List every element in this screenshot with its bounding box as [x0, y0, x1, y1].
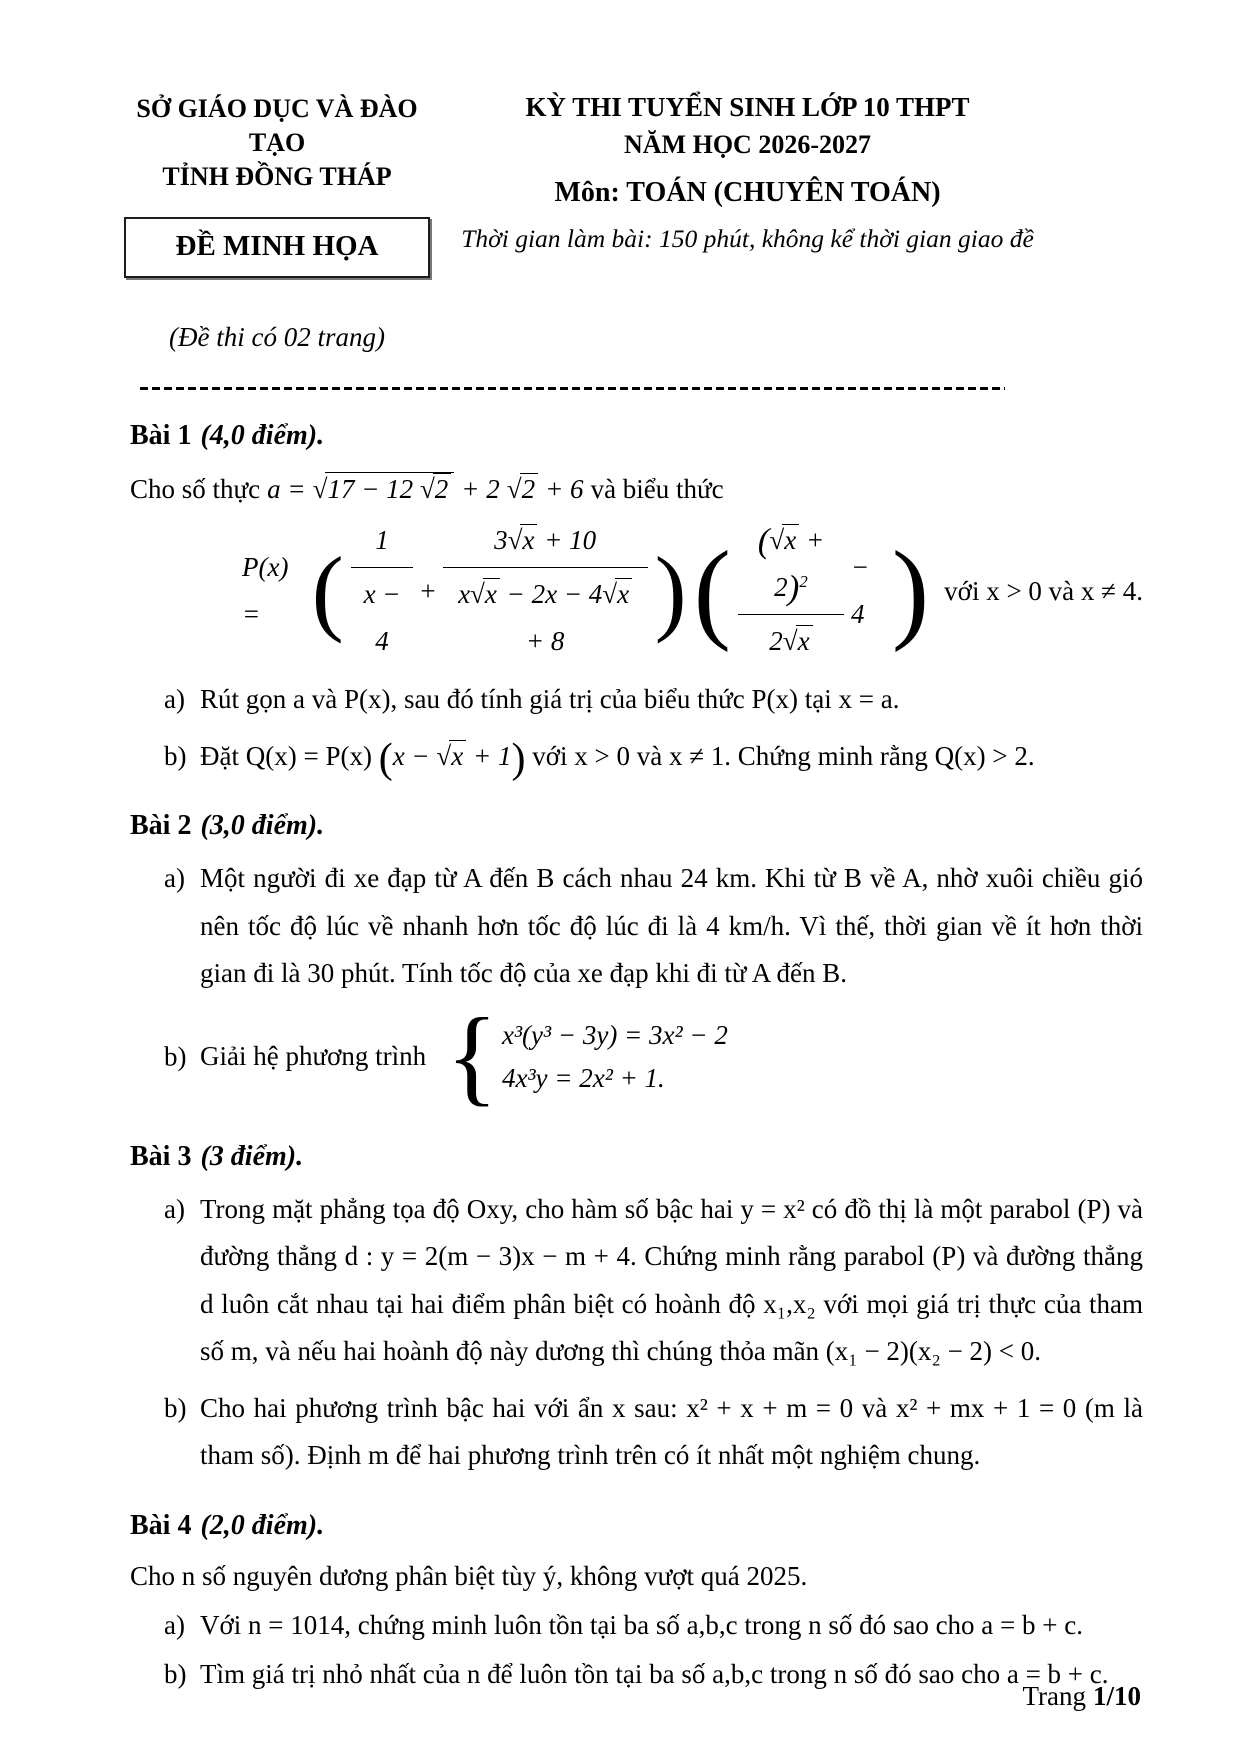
minus-four: − 4: [851, 551, 870, 630]
part-text: Rút gọn a và P(x), sau đó tính giá trị của biểu thức P(x) tại x = a.: [200, 683, 900, 714]
px-lhs: P(x) =: [242, 551, 289, 630]
problem2-part-a: [112, 855, 1143, 997]
problem1-intro: [130, 466, 1143, 513]
problem4-part-b: [112, 1651, 1143, 1698]
part-text: Tìm giá trị nhỏ nhất của n để luôn tồn tại ba số a,b,c trong n số đó sao cho a = b + c.: [200, 1659, 1109, 1690]
fraction-3: [738, 517, 844, 666]
math-a-end: + 6: [545, 473, 584, 504]
radical-qb: √x: [436, 733, 466, 780]
sqrt-symbol: √: [436, 740, 452, 771]
radicand-inner: 2: [433, 473, 452, 504]
part-label: b): [164, 1659, 187, 1690]
fraction-3-numerator: $(√x + 2)^2$: [738, 517, 844, 615]
equation-system: [446, 997, 728, 1117]
fraction-3-denominator: 2√x: [738, 614, 844, 665]
part-text: Với n = 1014, chứng minh luôn tồn tại ba số a,b,c trong n số đó sao cho a = b + c.: [200, 1610, 1083, 1641]
part-text: Cho hai phương trình bậc hai với ẩn x sau: x² + x + m = 0 và x² + mx + 1 = 0 (m là tham số). Định m để hai phương trình trên có ít nhất một nghiệm chung.: [200, 1393, 1143, 1471]
separator-dashed-line: [140, 387, 1005, 390]
part-text-pre: Giải hệ phương trình: [200, 1041, 427, 1072]
exam-title-line2: NĂM HỌC 2026-2027: [624, 130, 871, 159]
fraction-1: [351, 517, 414, 666]
sqrt-symbol: √: [470, 579, 485, 610]
problem1-part-b: [112, 733, 1143, 780]
part-text-pre: Đặt Q(x) = P(x): [200, 740, 372, 771]
problem1-points: (4,0 điểm).: [200, 420, 325, 452]
inner-post: + 1: [472, 740, 512, 771]
sqrt-symbol: √: [602, 579, 618, 610]
inner-pre: x −: [392, 740, 430, 771]
medium-left-paren: (: [378, 735, 393, 782]
problem2-heading: [130, 806, 1143, 845]
radical-f3n: √x: [769, 517, 799, 564]
problem1-part-a: [112, 676, 1143, 723]
math-a-mid: + 2: [461, 473, 500, 504]
exponent: 2: [799, 572, 808, 592]
sqrt-symbol: √: [506, 473, 522, 504]
duration-line: Thời gian làm bài: 150 phút, không kể thời gian giao đề: [461, 224, 1034, 253]
fraction-2: [443, 517, 648, 666]
problem4-part-a: [112, 1602, 1143, 1649]
exam-body: [112, 416, 1143, 1698]
radical-f2d1: √x: [470, 571, 500, 618]
problem3-heading: [130, 1137, 1143, 1176]
exam-type-box: ĐỀ MINH HỌA: [124, 217, 430, 278]
problem2-points: (3,0 điểm).: [200, 810, 325, 842]
px-formula: [242, 517, 1143, 666]
radical-f2n: √x: [508, 517, 538, 564]
intro-text-pre: Cho số thực: [130, 473, 261, 504]
equation-1: x³(y³ − 3y) = 3x² − 2: [501, 1019, 728, 1050]
px-condition: với x > 0 và x ≠ 4.: [944, 575, 1143, 606]
problem3-title: Bài 3: [130, 1141, 192, 1173]
radical-inner: [420, 473, 451, 504]
problem4-title: Bài 4: [130, 1509, 192, 1541]
problem2-part-b: [112, 997, 1143, 1117]
subject-line: Môn: TOÁN (CHUYÊN TOÁN): [554, 177, 941, 208]
math-a-lhs: a =: [267, 473, 306, 504]
equation-2: 4x³y = 2x² + 1.: [501, 1063, 665, 1094]
part-label: b): [164, 1041, 187, 1072]
radicand-2: 2: [520, 473, 539, 504]
sqrt-symbol: √: [782, 626, 798, 657]
paren: ): [787, 568, 800, 608]
page-number: 1/10: [1092, 1681, 1141, 1711]
part-label: b): [164, 1393, 187, 1424]
pages-note: (Đề thi có 02 trang): [169, 322, 385, 353]
intro-text-post: và biểu thức: [590, 473, 724, 504]
department-line1: SỞ GIÁO DỤC VÀ ĐÀO TẠO: [136, 94, 418, 157]
big-left-paren-2: (: [693, 529, 731, 654]
radical-outer: [313, 466, 455, 513]
exam-title-line1: KỲ THI TUYỂN SINH LỚP 10 THPT: [525, 92, 970, 122]
header-right-column: [442, 92, 1143, 353]
page-footer: [1022, 1681, 1141, 1712]
problem2-title: Bài 2: [130, 810, 192, 842]
medium-right-paren: ): [511, 735, 526, 782]
sqrt-symbol: √: [507, 524, 523, 555]
problem3-part-a: [112, 1186, 1143, 1375]
part-label: a): [164, 1610, 185, 1641]
part-label: a): [164, 863, 185, 894]
part-label: a): [164, 1194, 185, 1225]
part-label: b): [164, 740, 187, 771]
problem1-heading: [130, 416, 1143, 455]
fraction-1-numerator: 1: [375, 524, 389, 555]
problem4-heading: [130, 1506, 1143, 1545]
sqrt-symbol: √: [769, 524, 785, 555]
department-line2: TỈNH ĐỒNG THÁP: [162, 161, 392, 191]
sqrt-symbol: √: [419, 473, 435, 504]
sqrt-symbol: √: [312, 473, 328, 504]
fraction-1-denominator: x − 4: [351, 567, 414, 666]
radical-f2d2: √x: [602, 571, 632, 618]
part-label: a): [164, 683, 185, 714]
radical-2: [507, 466, 538, 513]
problem4-intro: Cho n số nguyên dương phân biệt tùy ý, không vượt quá 2025.: [130, 1560, 808, 1591]
fraction-2-numerator: 3√x + 10: [443, 517, 648, 567]
part-text: Một người đi xe đạp từ A đến B cách nhau 24 km. Khi từ B về A, nhờ xuôi chiều gió nên tốc độ lúc về nhanh hơn tốc độ lúc đi là 4 km/h. Vì thế, thời gian về ít hơn thời gian đi là 30 phút. Tính tốc độ của xe đạp khi đi từ A đến B.: [200, 863, 1143, 988]
problem1-title: Bài 1: [130, 420, 192, 452]
problem3-part-b: [112, 1385, 1143, 1480]
fraction-2-denominator: x√x − 2x − 4√x + 8: [443, 567, 648, 666]
page-header: [112, 92, 1143, 353]
problem4-points: (2,0 điểm).: [200, 1509, 325, 1541]
radical-f3d: √x: [783, 618, 813, 665]
big-right-paren: ): [654, 537, 687, 645]
big-right-paren-2: ): [891, 529, 930, 654]
page-label: Trang: [1022, 1681, 1086, 1711]
radicand-pre: 17 − 12: [327, 473, 414, 504]
problem3-points: (3 điểm).: [200, 1141, 304, 1173]
plus-operator: +: [420, 575, 436, 606]
big-left-paren: (: [311, 537, 344, 645]
part-text-post: với x > 0 và x ≠ 1. Chứng minh rằng Q(x) > 2.: [532, 740, 1035, 771]
header-left-column: [112, 92, 442, 353]
system-brace: {: [446, 997, 498, 1117]
part-text: Trong mặt phẳng tọa độ Oxy, cho hàm số bậc hai y = x² có đồ thị là một parabol (P) và đường thẳng d : y = 2(m − 3)x − m + 4. Chứng minh rằng parabol (P) và đường thẳng d luôn cắt nhau tại hai điểm phân biệt có hoành độ x₁,x₂ với mọi giá trị thực của tham số m, và nếu hai hoành độ này dương thì chúng thỏa mãn (x₁ − 2)(x₂ − 2) < 0.: [200, 1194, 1143, 1366]
paren: (: [757, 520, 770, 560]
